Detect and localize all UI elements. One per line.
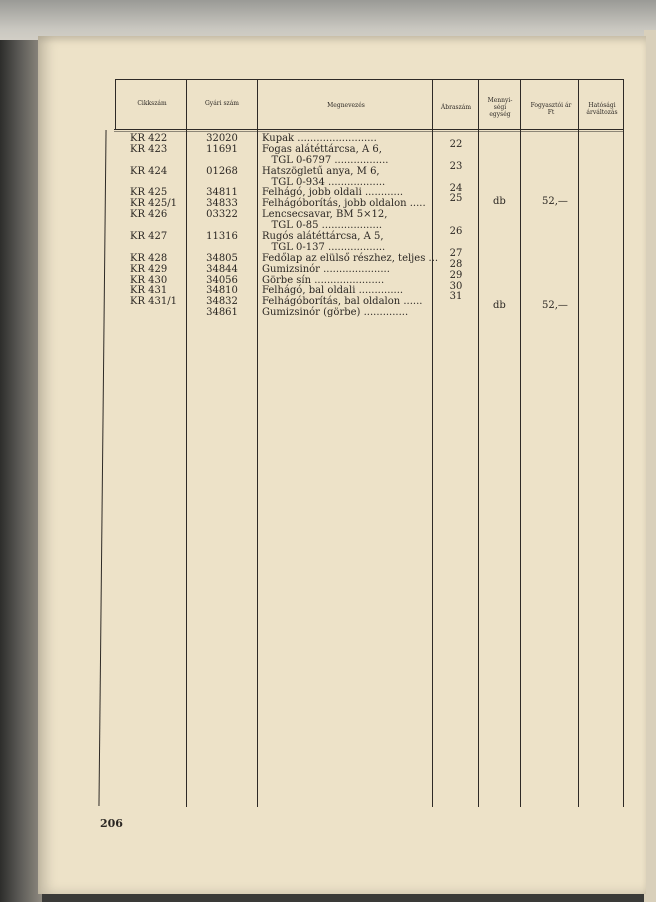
factory-number: 34805 (206, 252, 238, 264)
figure-number (447, 205, 465, 216)
header-megnevezes: Megnevezés (327, 102, 365, 109)
page-number: 206 (100, 817, 123, 830)
article-code: KR 427 (130, 231, 168, 243)
article-code: KR 429 (130, 263, 168, 275)
code-column (130, 134, 177, 319)
header-gyari-szam: Gyári szám (205, 100, 239, 107)
item-name: Hatszögletű anya, M 6, (262, 165, 380, 177)
factory-number: 34810 (206, 285, 238, 297)
item-name: Gumizsinór (görbe) .............. (262, 307, 409, 319)
table-right-border (623, 79, 624, 807)
col-divider-2 (257, 79, 258, 807)
factory-number: 34832 (206, 296, 238, 308)
article-code: KR 426 (130, 209, 168, 221)
item-name: Rugós alátéttárcsa, A 5, (262, 231, 384, 243)
table-left-border (115, 79, 116, 130)
header-bottom-border (114, 129, 624, 130)
col-divider-4 (478, 79, 479, 807)
header-cikkszam: Cikkszám (137, 100, 167, 107)
article-code: KR 422 (130, 133, 168, 144)
price-cell-2: 52,— (542, 300, 568, 311)
factory-number: 34056 (206, 274, 238, 286)
factory-number: 03322 (206, 209, 238, 221)
article-code: KR 423 (130, 143, 168, 155)
article-code: KR 430 (130, 274, 168, 286)
factory-number: 34811 (206, 187, 238, 199)
header-fogyasztoi-ar: Fogyasztói ár Ft (530, 102, 572, 116)
header-mennyiseg: Mennyi- ségi egység (487, 97, 513, 118)
item-name: Fedőlap az elülső részhez, teljes ... (262, 252, 439, 264)
table-top-border (116, 79, 624, 80)
item-name: Lencsecsavar, BM 5×12, (262, 209, 388, 221)
unit-cell-2: db (493, 300, 506, 311)
figure-number: 31 (449, 291, 463, 303)
unit-cell-1: db (493, 196, 506, 207)
figure-number: 28 (449, 258, 463, 270)
item-name: TGL 0-6797 ................. (262, 154, 389, 166)
item-name: TGL 0-934 .................. (262, 176, 386, 188)
factory-number-column (205, 134, 239, 319)
article-code: KR 428 (130, 252, 168, 264)
col-divider-1 (186, 79, 187, 807)
item-name: Felhágóborítás, bal oldalon ...... (262, 296, 423, 308)
figure-number: 29 (449, 269, 463, 281)
article-code (130, 308, 177, 319)
item-name: Felhágó, bal oldali .............. (262, 285, 404, 297)
item-name: Fogas alátéttárcsa, A 6, (262, 143, 382, 155)
figure-number: 22 (449, 139, 463, 150)
figure-number: 24 (449, 182, 463, 194)
article-code: KR 424 (130, 165, 168, 177)
factory-number: 34844 (206, 263, 238, 275)
name-column (262, 134, 438, 319)
factory-number: 11691 (206, 143, 238, 155)
figure-number: 27 (449, 247, 463, 259)
article-code: KR 431 (130, 285, 168, 297)
article-code: KR 431/1 (130, 296, 177, 308)
book-spine-edge (0, 40, 42, 902)
col-divider-6 (578, 79, 579, 807)
figure-number: 26 (449, 226, 463, 238)
header-bottom-border-2 (114, 131, 624, 132)
col-divider-5 (520, 79, 521, 807)
item-name: Kupak ......................... (262, 133, 377, 144)
figure-number: 23 (449, 160, 463, 172)
factory-number: 01268 (206, 165, 238, 177)
item-name: Felhágóborítás, jobb oldalon ..... (262, 198, 426, 210)
figure-number: 25 (449, 193, 463, 205)
figure-number (447, 173, 465, 184)
article-code: KR 425 (130, 187, 168, 199)
item-name: TGL 0-85 ................... (262, 220, 383, 232)
item-name: Felhágó, jobb oldali ............ (262, 187, 404, 199)
item-name: Gumizsinór ..................... (262, 263, 390, 275)
price-cell-1: 52,— (542, 196, 568, 207)
factory-number: 34861 (206, 307, 238, 319)
factory-number: 34833 (206, 198, 238, 210)
factory-number: 11316 (206, 231, 238, 243)
figure-number: 30 (449, 280, 463, 292)
article-code: KR 425/1 (130, 198, 177, 210)
header-abraszam: Ábraszám (440, 104, 472, 111)
item-name: TGL 0-137 .................. (262, 241, 386, 253)
item-name: Görbe sín ...................... (262, 274, 385, 286)
factory-number: 32020 (206, 133, 238, 144)
header-hatosagi: Hatósági árváltozás (586, 102, 618, 116)
figure-number-column (447, 140, 465, 303)
